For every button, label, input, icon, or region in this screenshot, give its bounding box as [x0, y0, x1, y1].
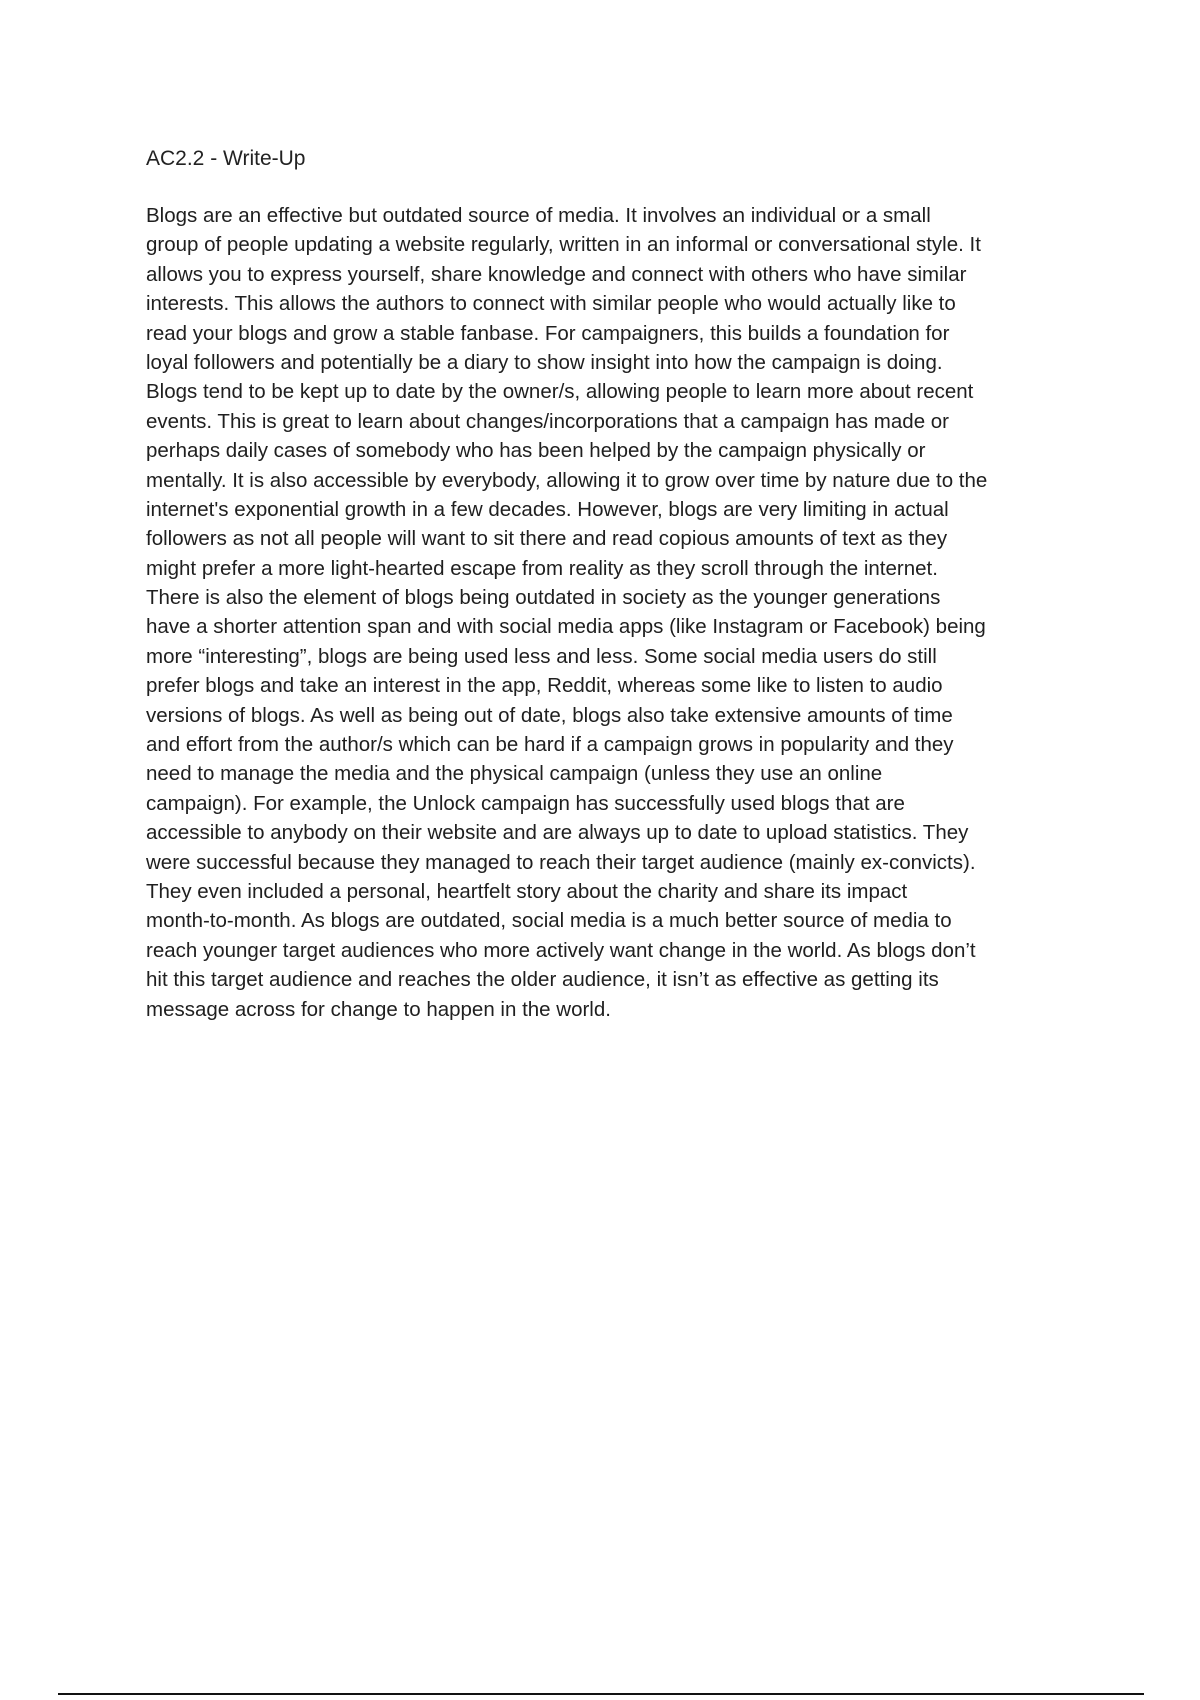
page-bottom-rule [58, 1693, 1144, 1695]
body-line: loyal followers and potentially be a diary to show insight into how the campaign is doing. [146, 350, 943, 374]
body-line: allows you to express yourself, share knowledge and connect with others who have similar [146, 262, 967, 286]
body-line: more “interesting”, blogs are being used less and less. Some social media users do still [146, 644, 937, 668]
body-line: versions of blogs. As well as being out of date, blogs also take extensive amounts of time [146, 703, 953, 727]
body-line: interests. This allows the authors to connect with similar people who would actually like to [146, 292, 956, 316]
body-line: and effort from the author/s which can be hard if a campaign grows in popularity and they [146, 733, 954, 757]
body-line: internet's exponential growth in a few decades. However, blogs are very limiting in actual [146, 497, 949, 521]
body-line: prefer blogs and take an interest in the app, Reddit, whereas some like to listen to audio [146, 674, 943, 698]
body-line: hit this target audience and reaches the older audience, it isn’t as effective as getting its [146, 968, 939, 992]
body-line: month-to-month. As blogs are outdated, social media is a much better source of media to [146, 909, 952, 933]
body-line: were successful because they managed to reach their target audience (mainly ex-convicts). [146, 850, 976, 874]
body-line: campaign). For example, the Unlock campaign has successfully used blogs that are [146, 791, 905, 815]
body-line: might prefer a more light-hearted escape from reality as they scroll through the internet. [146, 556, 938, 580]
body-line: followers as not all people will want to sit there and read copious amounts of text as they [146, 527, 948, 551]
body-line: There is also the element of blogs being outdated in society as the younger generations [146, 586, 941, 610]
body-line: mentally. It is also accessible by everybody, allowing it to grow over time by nature due to the [146, 468, 988, 492]
body-line: They even included a personal, heartfelt story about the charity and share its impact [146, 879, 908, 903]
body-line: message across for change to happen in the world. [146, 997, 611, 1021]
body-line: events. This is great to learn about changes/incorporations that a campaign has made or [146, 409, 950, 433]
document-body [146, 201, 1076, 1024]
body-line: need to manage the media and the physical campaign (unless they use an online [146, 762, 883, 786]
body-line: perhaps daily cases of somebody who has been helped by the campaign physically or [146, 439, 926, 463]
body-line: Blogs tend to be kept up to date by the owner/s, allowing people to learn more about recent [146, 380, 974, 404]
body-line: Blogs are an effective but outdated source of media. It involves an individual or a small [146, 204, 931, 227]
body-line: accessible to anybody on their website and are always up to date to upload statistics. They [146, 821, 969, 845]
document-title: AC2.2 - Write-Up [146, 147, 306, 170]
body-line: have a shorter attention span and with social media apps (like Instagram or Facebook) being [146, 615, 986, 639]
body-line: reach younger target audiences who more actively want change in the world. As blogs don’t [146, 938, 976, 962]
body-line: group of people updating a website regularly, written in an informal or conversational style. It [146, 233, 981, 257]
body-line: read your blogs and grow a stable fanbase. For campaigners, this builds a foundation for [146, 321, 950, 345]
